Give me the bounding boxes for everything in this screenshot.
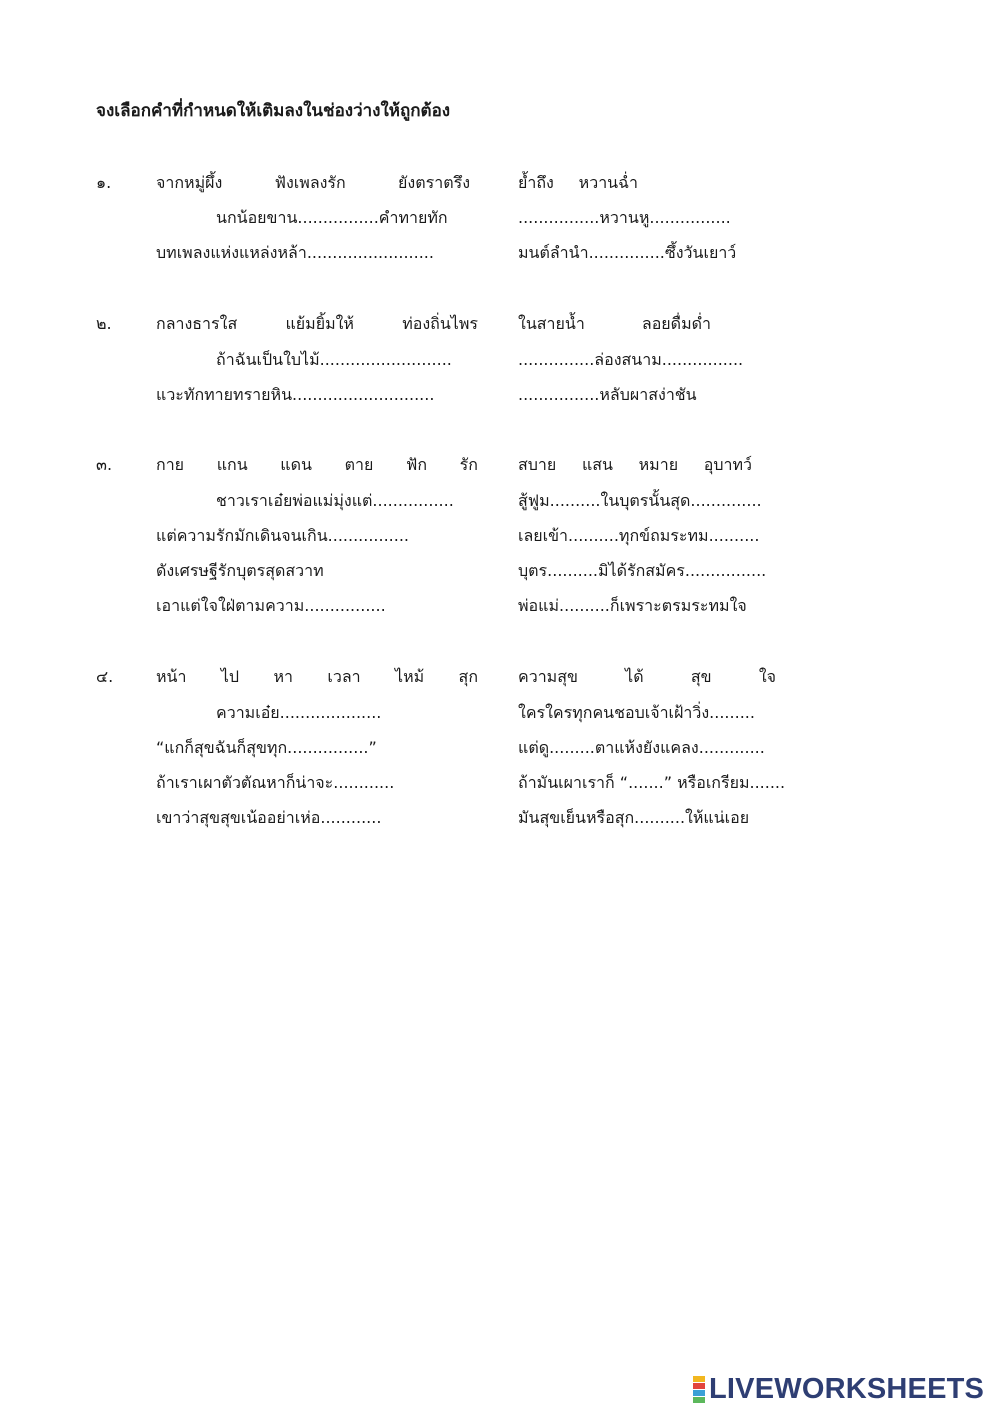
verse-line-right: ................หวานหู................	[518, 208, 731, 227]
word-bank-right	[518, 312, 711, 338]
word-choice: ไหม้	[395, 667, 425, 686]
word-bank-left	[156, 171, 470, 197]
verse-line-right: พ่อแม่..........ก็เพราะตรมระทมใจ	[518, 596, 747, 615]
verse-line-left: เขาว่าสุขสุขเน้ออย่าเห่อ............	[156, 808, 382, 827]
word-choice: ในสายน้ำ	[518, 314, 585, 333]
word-choice: สุก	[458, 667, 478, 686]
section-number: ๒.	[96, 314, 112, 333]
section-number: ๔.	[96, 667, 114, 686]
verse-line-right: ใครใครทุกคนชอบเจ้าเฝ้าวิ่ง.........	[518, 703, 755, 722]
verse-line-left: นกน้อยขาน................คำทายทัก	[216, 208, 448, 227]
verse-line-right: ...............ล่องสนาม................	[518, 350, 744, 369]
word-choice: แสน	[581, 455, 613, 474]
word-choice: ความสุข	[518, 667, 578, 686]
word-choice: ไป	[220, 667, 240, 686]
logo-text: LIVEWORKSHEETS	[709, 1372, 985, 1405]
word-choice: ฟัก	[406, 455, 428, 474]
section-number: ๓.	[96, 455, 113, 474]
word-choice: ฟังเพลงรัก	[274, 173, 346, 192]
word-choice: ใจ	[758, 667, 776, 686]
verse-line-right: เลยเข้า..........ทุกข์ถมระทม..........	[518, 526, 760, 545]
word-choice: รัก	[459, 455, 478, 474]
verse-line-left: เอาแต่ใจใฝ่ตามความ................	[156, 596, 386, 615]
word-choice: ได้	[625, 667, 644, 686]
verse-line-left: ถ้าเราเผาตัวตัณหาก็น่าจะ............	[156, 773, 395, 792]
word-choice: เวลา	[327, 667, 361, 686]
verse-line-right: ถ้ามันเผาเราก็ “.......” หรือเกรียม.......	[518, 773, 786, 792]
word-choice: จากหมู่ผึ้ง	[156, 173, 223, 192]
word-choice: สบาย	[518, 455, 557, 474]
word-choice: กลางธารใส	[156, 314, 238, 333]
verse-line-left: แต่ความรักมักเดินจนเกิน................	[156, 526, 410, 545]
word-bank-left	[156, 312, 478, 338]
word-choice: ยังตราตรึง	[398, 173, 470, 192]
word-bank-right	[518, 171, 638, 197]
verse-line-left: ความเอ๋ย....................	[216, 703, 382, 722]
worksheet-instruction: จงเลือกคำที่กำหนดให้เติมลงในช่องว่างให้ถูกต้อง	[96, 101, 451, 121]
word-choice: กาย	[156, 455, 185, 474]
verse-line-right: มนต์ลำนำ...............ซึ้งวันเยาว์	[518, 243, 737, 262]
logo-blocks-icon	[693, 1376, 705, 1403]
section-number: ๑.	[96, 173, 112, 192]
verse-line-right: บุตร..........มิได้รักสมัคร................	[518, 561, 767, 580]
verse-line-left: ดังเศรษฐีรักบุตรสุดสวาท	[156, 561, 324, 580]
word-choice: ลอยดื่มด่ำ	[641, 314, 711, 333]
word-bank-left	[156, 453, 478, 479]
verse-line-left: ชาวเราเอ๋ยพ่อแม่มุ่งแต่................	[216, 491, 454, 510]
verse-line-left: บทเพลงแห่งแหล่งหล้า.........................	[156, 243, 434, 262]
word-choice: แกน	[216, 455, 248, 474]
verse-line-right: มันสุขเย็นหรือสุก..........ให้แน่เอย	[518, 808, 750, 827]
verse-line-right: สู้ฟูม..........ในบุตรนั้นสุด..............	[518, 491, 762, 510]
word-choice: อุบาทว์	[703, 455, 752, 474]
verse-line-right: แต่ดู.........ตาแห้งยังแคลง.............	[518, 738, 765, 757]
verse-line-left: “แกก็สุขฉันก็สุขทุก................”	[156, 738, 377, 757]
verse-line-left: แวะทักทายทรายหิน............................	[156, 385, 435, 404]
word-choice: สุข	[690, 667, 712, 686]
word-choice: แดน	[280, 455, 312, 474]
word-choice: แย้มยิ้มให้	[285, 314, 354, 333]
word-choice: หา	[273, 667, 293, 686]
word-bank-right	[518, 453, 752, 479]
liveworksheets-logo	[693, 1374, 984, 1404]
word-bank-left	[156, 665, 478, 691]
word-choice: ย้ำถึง	[518, 173, 554, 192]
word-choice: หวานฉ่ำ	[578, 173, 638, 192]
word-choice: หมาย	[638, 455, 679, 474]
word-bank-right	[518, 665, 776, 691]
word-choice: ตาย	[344, 455, 374, 474]
word-choice: หน้า	[156, 667, 187, 686]
verse-line-left: ถ้าฉันเป็นใบไม้..........................	[216, 350, 452, 369]
verse-line-right: ................หลับผาสง่าชัน	[518, 385, 697, 404]
word-choice: ท่องถิ่นไพร	[402, 314, 478, 333]
